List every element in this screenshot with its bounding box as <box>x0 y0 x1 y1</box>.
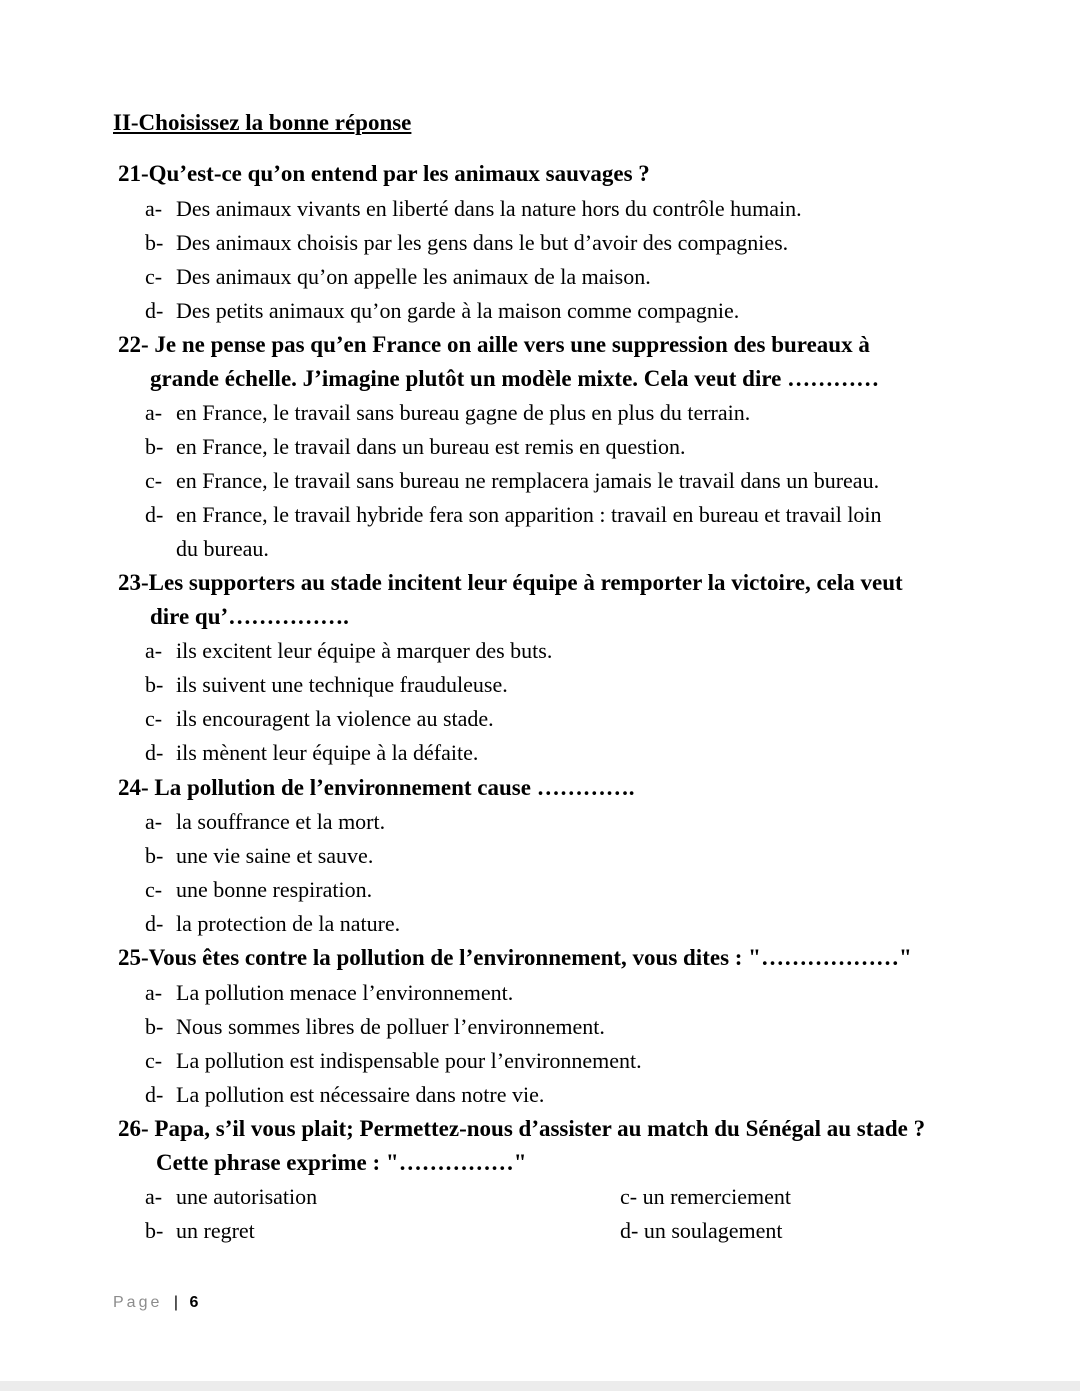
option-letter: a- <box>145 980 163 1005</box>
section-title: II-Choisissez la bonne réponse <box>113 110 412 135</box>
option-letter: b- <box>145 230 164 255</box>
option-letter: d- <box>145 911 164 936</box>
q26-option-a <box>145 1180 605 1214</box>
q26-option-d <box>620 1214 1020 1248</box>
option-letter: b- <box>145 1014 164 1039</box>
q25-option-c <box>145 1044 1025 1078</box>
option-letter: d- <box>145 1082 164 1107</box>
q22-option-d <box>145 498 1025 566</box>
q25-option-b <box>145 1010 1025 1044</box>
option-letter: d- <box>145 740 164 765</box>
option-letter: b- <box>145 434 164 459</box>
q24-option-b <box>145 839 1025 873</box>
q23-option-b <box>145 668 1025 702</box>
question-26 <box>118 1112 1018 1180</box>
q24-option-d <box>145 907 1025 941</box>
option-letter: c- <box>145 468 163 493</box>
q23-option-d <box>145 736 1025 770</box>
question-22 <box>118 328 1018 396</box>
q24-option-a <box>145 805 1025 839</box>
q22-option-a <box>145 396 1025 430</box>
page-separator: | <box>173 1294 178 1311</box>
option-letter: b- <box>145 843 164 868</box>
option-letter: c- <box>145 877 163 902</box>
option-text-continued: du bureau. <box>176 536 269 561</box>
page-number: 6 <box>189 1294 199 1311</box>
option-text: un regret <box>176 1218 255 1243</box>
option-letter: a- <box>145 400 163 425</box>
option-text: en France, le travail dans un bureau est remis en question. <box>176 434 686 459</box>
option-text: une bonne respiration. <box>176 877 373 902</box>
q26-option-c <box>620 1180 1020 1214</box>
question-line: grande échelle. J’imagine plutôt un modèle mixte. Cela veut dire ………… <box>150 366 880 391</box>
option-text: ils suivent une technique frauduleuse. <box>176 672 508 697</box>
q21-option-d <box>145 294 1025 328</box>
option-text: en France, le travail sans bureau ne remplacera jamais le travail dans un bureau. <box>176 468 880 493</box>
q25-option-a <box>145 976 1025 1010</box>
option-text: La pollution est indispensable pour l’environnement. <box>176 1048 642 1073</box>
bottom-border-strip <box>0 1381 1080 1391</box>
option-text: en France, le travail sans bureau gagne de plus en plus du terrain. <box>176 400 751 425</box>
option-letter: a- <box>145 638 163 663</box>
question-21: 21-Qu’est-ce qu’on entend par les animaux sauvages ? <box>118 161 650 186</box>
option-text: Des petits animaux qu’on garde à la maison comme compagnie. <box>176 298 740 323</box>
q26-option-b <box>145 1214 605 1248</box>
option-letter: c- <box>145 1048 163 1073</box>
question-25: 25-Vous êtes contre la pollution de l’environnement, vous dites : "………………" <box>118 945 912 970</box>
option-text: la protection de la nature. <box>176 911 401 936</box>
option-text: Des animaux choisis par les gens dans le but d’avoir des compagnies. <box>176 230 789 255</box>
option-text: d- un soulagement <box>620 1218 783 1243</box>
q22-option-c <box>145 464 1025 498</box>
page-footer <box>113 1294 198 1312</box>
q24-option-c <box>145 873 1025 907</box>
option-letter: b- <box>145 1218 164 1243</box>
option-text: ils encouragent la violence au stade. <box>176 706 494 731</box>
option-text: ils excitent leur équipe à marquer des buts. <box>176 638 553 663</box>
option-text: Des animaux vivants en liberté dans la nature hors du contrôle humain. <box>176 196 802 221</box>
option-letter: b- <box>145 672 164 697</box>
q21-option-a <box>145 192 1025 226</box>
option-letter: c- <box>145 264 163 289</box>
option-letter: d- <box>145 502 164 527</box>
page-label: Page <box>113 1294 163 1311</box>
option-letter: a- <box>145 1184 163 1209</box>
q23-option-a <box>145 634 1025 668</box>
question-line: Cette phrase exprime : "……………" <box>156 1150 527 1175</box>
option-text: la souffrance et la mort. <box>176 809 386 834</box>
question-line: dire qu’……………. <box>150 604 349 629</box>
option-letter: a- <box>145 809 163 834</box>
q25-option-d <box>145 1078 1025 1112</box>
q21-option-c <box>145 260 1025 294</box>
question-23 <box>118 566 1018 634</box>
question-line: 22- Je ne pense pas qu’en France on aille vers une suppression des bureaux à <box>118 332 870 357</box>
option-letter: c- <box>145 706 163 731</box>
option-text: La pollution menace l’environnement. <box>176 980 514 1005</box>
q21-option-b <box>145 226 1025 260</box>
q22-option-b <box>145 430 1025 464</box>
question-24: 24- La pollution de l’environnement cause …………. <box>118 775 635 800</box>
q23-option-c <box>145 702 1025 736</box>
option-text: ils mènent leur équipe à la défaite. <box>176 740 479 765</box>
option-text: une vie saine et sauve. <box>176 843 374 868</box>
question-line: 26- Papa, s’il vous plait; Permettez-nous d’assister au match du Sénégal au stade ? <box>118 1116 926 1141</box>
option-text: La pollution est nécessaire dans notre vie. <box>176 1082 545 1107</box>
option-letter: a- <box>145 196 163 221</box>
option-text: Des animaux qu’on appelle les animaux de la maison. <box>176 264 651 289</box>
question-line: 23-Les supporters au stade incitent leur équipe à remporter la victoire, cela veut <box>118 570 903 595</box>
option-text: c- un remerciement <box>620 1184 792 1209</box>
option-text: en France, le travail hybride fera son apparition : travail en bureau et travail loin <box>176 502 882 527</box>
option-text: Nous sommes libres de polluer l’environnement. <box>176 1014 605 1039</box>
option-letter: d- <box>145 298 164 323</box>
option-text: une autorisation <box>176 1184 318 1209</box>
